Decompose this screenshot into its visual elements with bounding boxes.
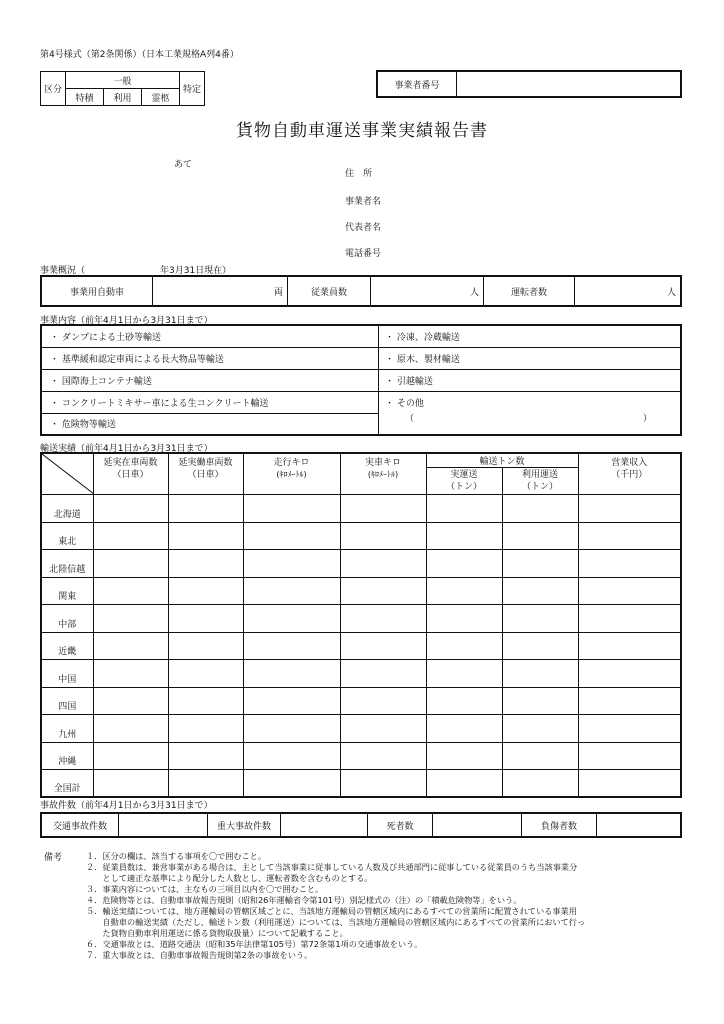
region-label: 近畿 (41, 632, 93, 660)
note-line: ３．事業内容については、主なもの三項目以内を〇で囲むこと。 (86, 884, 324, 894)
transport-cell[interactable] (168, 495, 243, 523)
transport-cell[interactable] (578, 660, 681, 688)
col-use-label: 利用運送 (521, 470, 558, 480)
col-vehicles-existing-unit: （日車） (112, 470, 149, 480)
transport-cell[interactable] (502, 577, 578, 605)
transport-cell[interactable] (243, 715, 340, 743)
transport-cell[interactable] (426, 715, 502, 743)
transport-cell[interactable] (502, 742, 578, 770)
serious-accidents-field[interactable] (281, 813, 368, 837)
transport-row (41, 522, 681, 550)
note-line: ５．輸送実績については、地方運輸局の管轄区域ごとに、当該地方運輸局の管轄区域内にあるすべての営業所に配置されている事業用 (86, 906, 577, 916)
transport-cell[interactable] (168, 522, 243, 550)
transport-cell[interactable] (340, 660, 426, 688)
col-actual (426, 468, 502, 495)
region-label: 四国 (41, 687, 93, 715)
addressee: あて (174, 160, 193, 170)
overview-date-suffix: 年3月31日現在） (160, 266, 232, 276)
note-line: た貨物自動車利用運送に係る貨物取扱量）について記載すること。 (86, 928, 348, 938)
overview-table (40, 275, 682, 307)
classification-label: 区分 (41, 72, 66, 106)
employees-field[interactable] (371, 276, 484, 306)
content-item-refrigerated[interactable]: ・ 冷凍、冷蔵輸送 (379, 325, 682, 347)
note-line: として適正な基準により配分した人数とし、運転者数を含むものとする。 (86, 873, 373, 883)
content-item-moving[interactable]: ・ 引越輸送 (379, 369, 682, 391)
transport-cell[interactable] (340, 687, 426, 715)
transport-cell[interactable] (578, 715, 681, 743)
transport-row (41, 770, 681, 798)
content-item-timber[interactable]: ・ 原木、製材輸送 (379, 347, 682, 369)
transport-row (41, 577, 681, 605)
content-table (40, 324, 682, 436)
region-label: 北陸信越 (41, 550, 93, 578)
note-line: 自動車の輸送実績（ただし、輸送トン数（利用運送）については、当該地方運輸局の管轄区域内にあるすべての営業所において行っ (86, 917, 586, 927)
transport-cell[interactable] (93, 770, 168, 798)
transport-cell[interactable] (168, 550, 243, 578)
transport-cell[interactable] (93, 742, 168, 770)
transport-cell[interactable] (578, 577, 681, 605)
region-label: 中部 (41, 605, 93, 633)
transport-cell[interactable] (426, 522, 502, 550)
note-line: ２．従業員数は、兼営事業がある場合は、主として当該事業に従事している人数及び共通部門に従事している従業員のうち当該事業分 (86, 862, 578, 872)
transport-cell[interactable] (243, 660, 340, 688)
transport-cell[interactable] (578, 770, 681, 798)
transport-cell[interactable] (340, 605, 426, 633)
transport-cell[interactable] (578, 522, 681, 550)
col-revenue-label: 営業収入 (611, 458, 648, 468)
region-label: 九州 (41, 715, 93, 743)
transport-cell[interactable] (502, 632, 578, 660)
transport-cell[interactable] (426, 577, 502, 605)
transport-cell[interactable] (502, 550, 578, 578)
transport-cell[interactable] (168, 687, 243, 715)
region-label: 北海道 (41, 495, 93, 523)
traffic-accidents-label: 交通事故件数 (41, 813, 119, 837)
transport-cell[interactable] (243, 577, 340, 605)
transport-cell[interactable] (168, 715, 243, 743)
transport-cell[interactable] (340, 770, 426, 798)
deaths-label: 死者数 (368, 813, 433, 837)
overview-heading: 事業概況（ (40, 266, 86, 276)
transport-cell[interactable] (502, 495, 578, 523)
note-line: １．区分の欄は、該当する事項を〇で囲むこと。 (86, 851, 267, 861)
transport-row (41, 550, 681, 578)
transport-row (41, 687, 681, 715)
col-loaded-distance (340, 453, 426, 495)
transport-cell[interactable] (502, 770, 578, 798)
transport-cell[interactable] (340, 550, 426, 578)
content-heading: 事業内容（前年4月1日から3月31日まで） (40, 316, 213, 326)
transport-cell[interactable] (243, 742, 340, 770)
transport-cell[interactable] (578, 550, 681, 578)
col-actual-unit: （トン） (445, 482, 482, 492)
drivers-field[interactable] (575, 276, 682, 306)
transport-table (40, 452, 682, 798)
col-vehicles-existing (93, 453, 168, 495)
injured-field[interactable] (597, 813, 682, 837)
transport-cell[interactable] (168, 770, 243, 798)
transport-cell[interactable] (93, 577, 168, 605)
transport-cell[interactable] (243, 550, 340, 578)
col-distance (243, 453, 340, 495)
employees-label: 従業員数 (288, 276, 371, 306)
region-label: 中国 (41, 660, 93, 688)
operator-name-label: 事業者名 (345, 197, 382, 207)
transport-row (41, 632, 681, 660)
accidents-table (40, 812, 682, 838)
content-item-long-goods[interactable]: ・ 基準緩和認定車両による長大物品等輸送 (41, 347, 379, 369)
transport-cell[interactable] (340, 522, 426, 550)
transport-cell[interactable] (502, 660, 578, 688)
col-revenue-unit: （千円） (611, 470, 648, 480)
transport-row (41, 742, 681, 770)
col-loaded-distance-label: 実車キロ (364, 458, 401, 468)
transport-cell[interactable] (502, 715, 578, 743)
transport-cell[interactable] (426, 660, 502, 688)
col-revenue (578, 453, 681, 495)
transport-cell[interactable] (426, 550, 502, 578)
transport-cell[interactable] (93, 632, 168, 660)
injured-label: 負傷者数 (522, 813, 597, 837)
transport-cell[interactable] (578, 632, 681, 660)
content-item-hazardous[interactable]: ・ 危険物等輸送 (41, 413, 379, 435)
transport-corner-cell (41, 453, 93, 495)
phone-label: 電話番号 (345, 249, 382, 259)
col-vehicles-operating (168, 453, 243, 495)
transport-cell[interactable] (168, 742, 243, 770)
col-tonnage: 輸送トン数 (426, 453, 578, 468)
classification-general[interactable]: 一般 (66, 72, 180, 89)
transport-cell[interactable] (243, 770, 340, 798)
serious-accidents-label: 重大事故件数 (208, 813, 281, 837)
classification-table (40, 71, 205, 106)
employees-unit: 人 (469, 287, 479, 298)
vehicles-unit: 両 (273, 287, 283, 298)
content-item-other[interactable] (379, 391, 682, 435)
col-distance-unit: (ｷﾛﾒｰﾄﾙ) (276, 470, 307, 479)
representative-label: 代表者名 (345, 223, 382, 233)
transport-cell[interactable] (502, 687, 578, 715)
transport-cell[interactable] (578, 605, 681, 633)
operator-number-label: 事業者番号 (377, 71, 457, 97)
classification-special-loading[interactable]: 特積 (66, 89, 104, 106)
note-line: ６．交通事故とは、道路交通法（昭和35年法律第105号）第72条第1項の交通事故をいう。 (86, 939, 423, 949)
col-use-unit: （トン） (521, 482, 558, 492)
transport-cell[interactable] (578, 687, 681, 715)
region-label: 関東 (41, 577, 93, 605)
col-use (502, 468, 578, 495)
col-actual-label: 実運送 (450, 470, 478, 480)
transport-cell[interactable] (502, 522, 578, 550)
drivers-unit: 人 (666, 287, 676, 298)
transport-cell[interactable] (426, 742, 502, 770)
col-loaded-distance-unit: (ｷﾛﾒｰﾄﾙ) (367, 470, 399, 479)
transport-cell[interactable] (578, 742, 681, 770)
content-other-close: ） (643, 413, 653, 424)
content-item-concrete[interactable]: ・ コンクリートミキサー車による生コンクリート輸送 (41, 391, 379, 413)
transport-cell[interactable] (243, 687, 340, 715)
transport-cell[interactable] (93, 715, 168, 743)
transport-cell[interactable] (426, 687, 502, 715)
transport-cell[interactable] (93, 687, 168, 715)
content-item-dump[interactable]: ・ ダンプによる土砂等輸送 (41, 325, 379, 347)
transport-row (41, 605, 681, 633)
classification-specific[interactable]: 特定 (180, 72, 205, 106)
transport-cell[interactable] (340, 577, 426, 605)
transport-cell[interactable] (340, 715, 426, 743)
transport-cell[interactable] (93, 605, 168, 633)
diagonal-line (42, 454, 94, 494)
transport-heading: 輸送実績（前年4月1日から3月31日まで） (40, 444, 213, 454)
col-vehicles-operating-unit: （日車） (187, 470, 224, 480)
transport-cell[interactable] (93, 660, 168, 688)
transport-cell[interactable] (93, 550, 168, 578)
transport-cell[interactable] (426, 495, 502, 523)
col-vehicles-operating-label: 延実働車両数 (178, 458, 233, 468)
accidents-heading: 事故件数（前年4月1日から3月31日まで） (40, 801, 213, 811)
transport-cell[interactable] (340, 742, 426, 770)
vehicles-field[interactable] (153, 276, 288, 306)
classification-hearse[interactable]: 霊柩 (142, 89, 180, 106)
note-line: ４．危険物等とは、自動車事故報告規則（昭和26年運輸省令第101号）別記様式の（注）の「積載危険物等」をいう。 (86, 895, 522, 905)
operator-number-table (376, 70, 682, 98)
col-vehicles-existing-label: 延実在車両数 (103, 458, 158, 468)
content-item-container[interactable]: ・ 国際海上コンテナ輸送 (41, 369, 379, 391)
transport-cell[interactable] (93, 495, 168, 523)
region-label: 東北 (41, 522, 93, 550)
transport-cell[interactable] (426, 632, 502, 660)
transport-cell[interactable] (502, 605, 578, 633)
transport-row (41, 715, 681, 743)
transport-cell[interactable] (168, 577, 243, 605)
note-line: ７．重大事故とは、自動車事故報告規則第2条の事故をいう。 (86, 950, 313, 960)
transport-cell[interactable] (168, 605, 243, 633)
region-label: 全国計 (41, 770, 93, 798)
transport-cell[interactable] (426, 770, 502, 798)
transport-cell[interactable] (168, 632, 243, 660)
traffic-accidents-field[interactable] (119, 813, 208, 837)
notes-label: 備考 (44, 853, 63, 863)
form-number: 第4号様式（第2条関係）（日本工業規格A列4番） (40, 50, 239, 60)
transport-cell[interactable] (243, 522, 340, 550)
page-title: 貨物自動車運送事業実績報告書 (236, 121, 488, 141)
region-label: 沖縄 (41, 742, 93, 770)
transport-cell[interactable] (340, 495, 426, 523)
operator-number-field[interactable] (457, 71, 682, 97)
transport-cell[interactable] (426, 605, 502, 633)
transport-cell[interactable] (243, 605, 340, 633)
transport-cell[interactable] (340, 632, 426, 660)
transport-row (41, 660, 681, 688)
content-other-open: （ (405, 413, 415, 424)
col-distance-label: 走行キロ (273, 458, 310, 468)
content-other-label: ・ その他 (385, 398, 424, 409)
transport-row (41, 495, 681, 523)
drivers-label: 運転者数 (484, 276, 575, 306)
transport-cell[interactable] (578, 495, 681, 523)
transport-cell[interactable] (243, 632, 340, 660)
address-label: 住 所 (345, 169, 373, 179)
vehicles-label: 事業用自動車 (41, 276, 153, 306)
deaths-field[interactable] (433, 813, 522, 837)
transport-cell[interactable] (93, 522, 168, 550)
transport-cell[interactable] (243, 495, 340, 523)
classification-use[interactable]: 利用 (104, 89, 142, 106)
transport-cell[interactable] (168, 660, 243, 688)
